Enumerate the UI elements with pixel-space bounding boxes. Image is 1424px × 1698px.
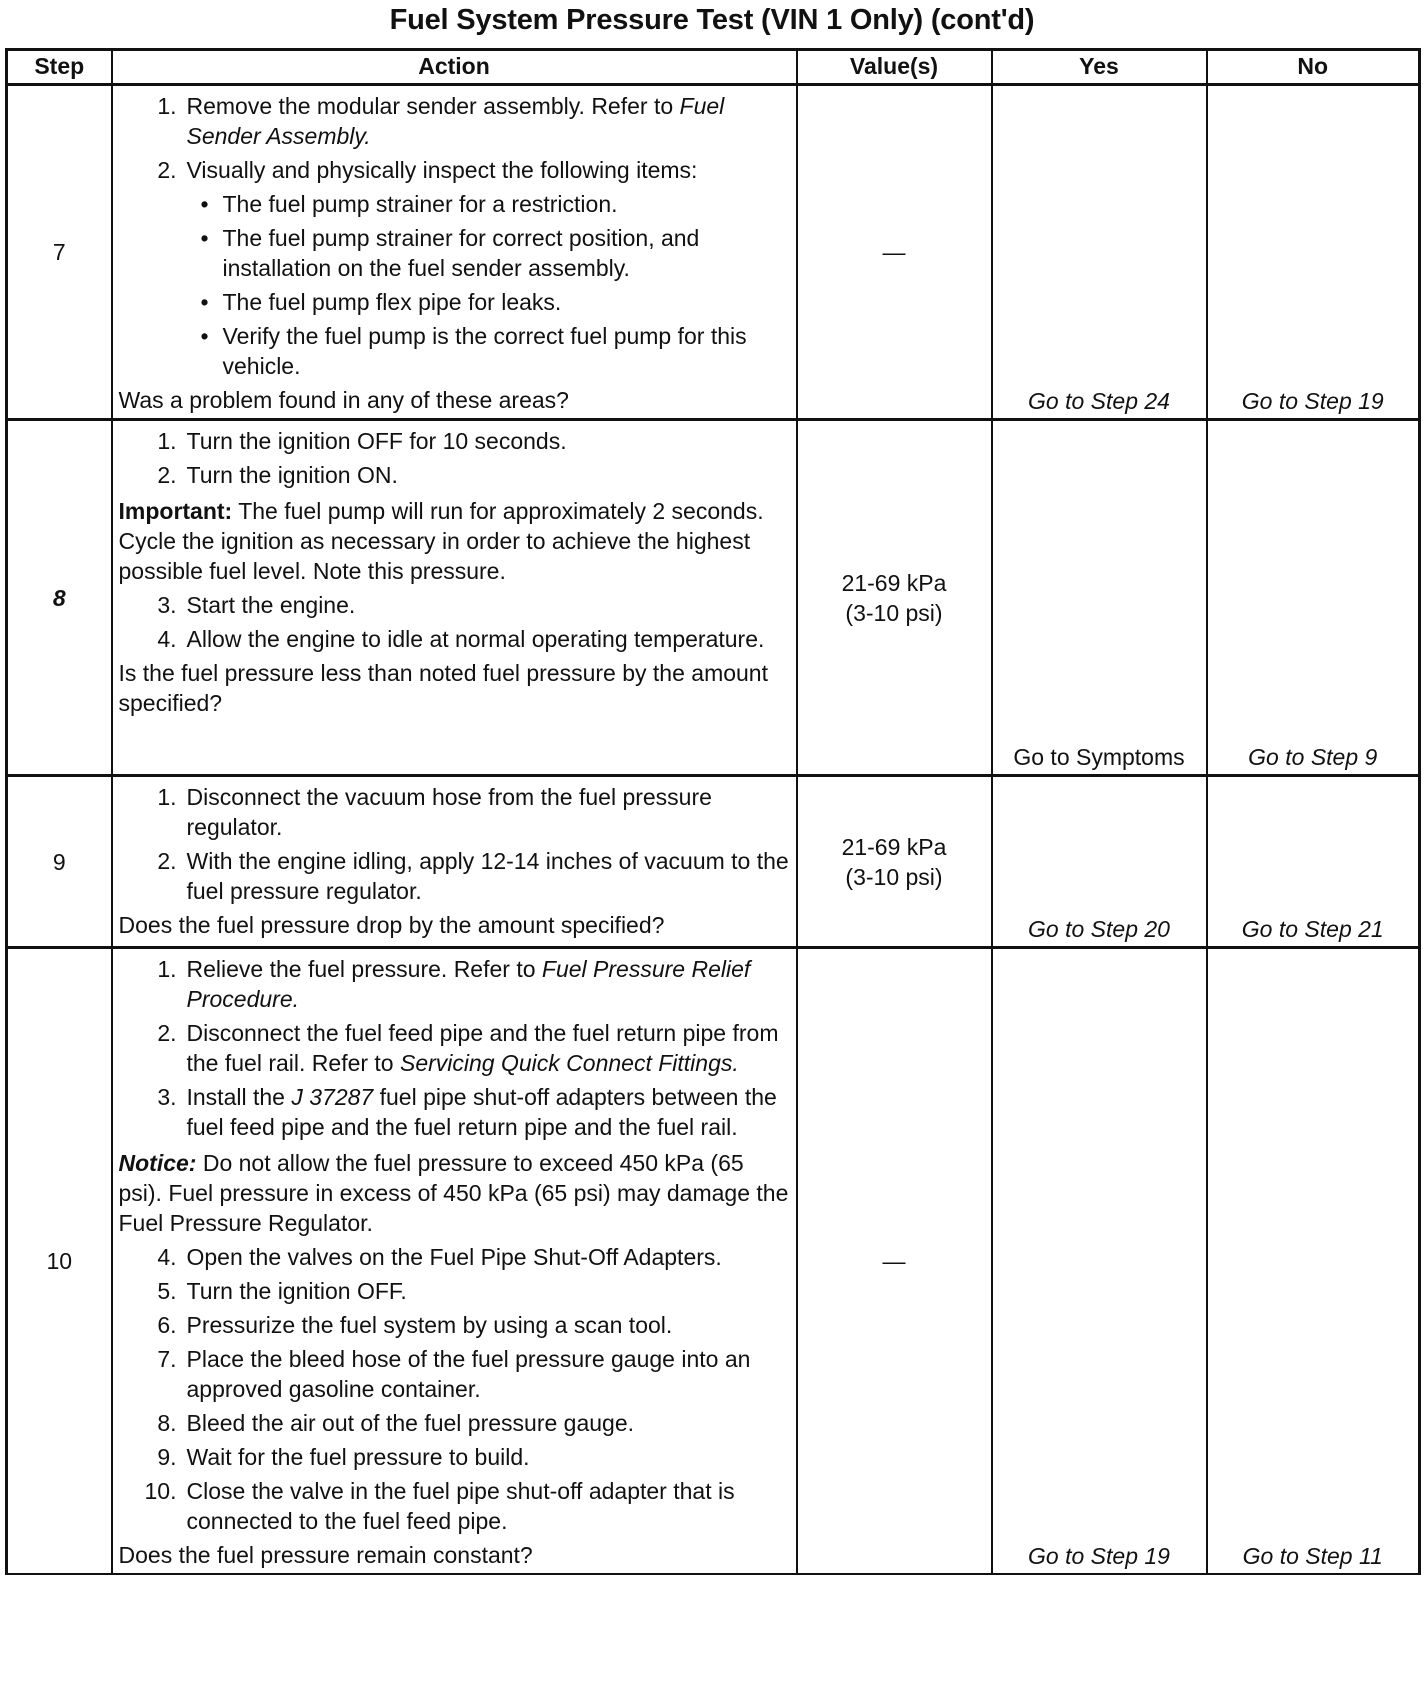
no-action: Go to Step 11 [1207, 948, 1420, 1575]
item-text: Allow the engine to idle at normal operating temperature. [186, 626, 765, 652]
step-number: 9 [7, 776, 112, 948]
list-item [119, 91, 790, 151]
value-cell: — [797, 948, 992, 1575]
bullet-item [119, 223, 790, 283]
list-item [119, 155, 790, 185]
bullet-icon: • [200, 289, 209, 315]
item-number: 2. [157, 462, 177, 488]
yes-action: Go to Step 19 [992, 948, 1207, 1575]
item-number: 2. [157, 157, 177, 183]
item-text: Open the valves on the Fuel Pipe Shut-Off Adapters. [186, 1244, 722, 1270]
item-text: Turn the ignition ON. [186, 462, 398, 488]
list-item [119, 1082, 790, 1142]
item-text: Remove the modular sender assembly. Refer to Fuel Sender Assembly. [186, 93, 725, 149]
value-psi: (3-10 psi) [845, 599, 943, 626]
bullet-icon: • [200, 225, 209, 251]
list-item [119, 590, 790, 620]
list-item [119, 1442, 790, 1472]
question-text: Is the fuel pressure less than noted fuel pressure by the amount specified? [118, 660, 768, 716]
bullet-text: Verify the fuel pump is the correct fuel pump for this vehicle. [222, 323, 747, 379]
bullet-item [119, 189, 790, 219]
item-number: 2. [157, 848, 177, 874]
step-number: 8 [7, 420, 112, 776]
item-number: 3. [157, 1084, 177, 1110]
item-number: 2. [157, 1020, 177, 1046]
yes-action: Go to Step 20 [992, 776, 1207, 948]
item-number: 4. [157, 1244, 177, 1270]
item-text: Turn the ignition OFF. [186, 1278, 407, 1304]
item-text: Wait for the fuel pressure to build. [186, 1444, 530, 1470]
action-cell [112, 420, 797, 776]
item-number: 4. [157, 626, 177, 652]
header-no: No [1207, 50, 1420, 85]
yes-action: Go to Symptoms [992, 420, 1207, 776]
list-item [119, 1476, 790, 1536]
item-text: Disconnect the vacuum hose from the fuel pressure regulator. [186, 784, 712, 840]
list-item [119, 1018, 790, 1078]
step-number: 7 [7, 85, 112, 420]
reference-link: Fuel Sender Assembly. [186, 93, 725, 149]
item-text: Turn the ignition OFF for 10 seconds. [186, 428, 567, 454]
action-cell [112, 85, 797, 420]
item-text: Pressurize the fuel system by using a scan tool. [186, 1312, 673, 1338]
item-number: 9. [157, 1444, 177, 1470]
reference-link: Fuel Pressure Relief Procedure. [186, 956, 751, 1012]
item-text: Install the J 37287 fuel pipe shut-off adapters between the fuel feed pipe and the fuel return pipe and the fuel rail. [186, 1084, 777, 1140]
tool-reference: J 37287 [291, 1084, 374, 1110]
header-values: Value(s) [797, 50, 992, 85]
notice-note: Notice: Do not allow the fuel pressure to exceed 450 kPa (65 psi). Fuel pressure in excess of 450 kPa (65 psi) may damage the Fuel Pressure Regulator. [118, 1150, 789, 1236]
header-row [7, 50, 1420, 85]
bullet-text: The fuel pump strainer for a restriction. [222, 191, 618, 217]
action-cell [112, 948, 797, 1575]
value-psi: (3-10 psi) [845, 863, 943, 890]
header-yes: Yes [992, 50, 1207, 85]
notice-label: Notice: [118, 1150, 197, 1176]
no-action: Go to Step 9 [1207, 420, 1420, 776]
item-number: 1. [157, 428, 177, 454]
list-item [119, 782, 790, 842]
list-item [119, 460, 790, 490]
value-cell [797, 776, 992, 948]
bullet-item [119, 321, 790, 381]
action-cell [112, 776, 797, 948]
important-label: Important: [118, 498, 233, 524]
header-action: Action [112, 50, 797, 85]
step-number: 10 [7, 948, 112, 1575]
header-step: Step [7, 50, 112, 85]
bullet-text: The fuel pump flex pipe for leaks. [222, 289, 562, 315]
list-item [119, 954, 790, 1014]
item-number: 1. [157, 93, 177, 119]
item-text: Visually and physically inspect the following items: [186, 157, 698, 183]
list-item [119, 1344, 790, 1404]
list-item [119, 426, 790, 456]
procedure-table [5, 48, 1421, 1575]
question-text: Does the fuel pressure drop by the amount specified? [118, 912, 665, 938]
item-number: 5. [157, 1278, 177, 1304]
value-cell [797, 420, 992, 776]
no-action: Go to Step 21 [1207, 776, 1420, 948]
no-action: Go to Step 19 [1207, 85, 1420, 420]
page-title: Fuel System Pressure Test (VIN 1 Only) (cont'd) [389, 4, 1035, 36]
list-item [119, 624, 790, 654]
table-row-step-7 [7, 85, 1420, 420]
question-text: Does the fuel pressure remain constant? [118, 1542, 533, 1568]
item-text: Disconnect the fuel feed pipe and the fuel return pipe from the fuel rail. Refer to Servicing Quick Connect Fittings. [186, 1020, 779, 1076]
list-item [119, 1408, 790, 1438]
item-text: With the engine idling, apply 12-14 inches of vacuum to the fuel pressure regulator. [186, 848, 789, 904]
item-number: 1. [157, 956, 177, 982]
question-text: Was a problem found in any of these areas? [118, 387, 569, 413]
item-number: 10. [144, 1478, 177, 1504]
item-text: Close the valve in the fuel pipe shut-off adapter that is connected to the fuel feed pipe. [186, 1478, 735, 1534]
item-text: Bleed the air out of the fuel pressure gauge. [186, 1410, 635, 1436]
bullet-icon: • [200, 323, 209, 349]
list-item [119, 1242, 790, 1272]
important-note: Important: The fuel pump will run for approximately 2 seconds. Cycle the ignition as necessary in order to achieve the highest possible fuel level. Note this pressure. [118, 498, 764, 584]
table-row-step-10 [7, 948, 1420, 1575]
item-text: Start the engine. [186, 592, 356, 618]
list-item [119, 1310, 790, 1340]
item-number: 3. [157, 592, 177, 618]
item-number: 6. [157, 1312, 177, 1338]
value-kpa: 21-69 kPa [841, 833, 947, 860]
bullet-icon: • [200, 191, 209, 217]
value-kpa: 21-69 kPa [841, 569, 947, 596]
item-number: 8. [157, 1410, 177, 1436]
item-text: Place the bleed hose of the fuel pressure gauge into an approved gasoline container. [186, 1346, 751, 1402]
yes-action: Go to Step 24 [992, 85, 1207, 420]
table-row-step-9 [7, 776, 1420, 948]
value-cell: — [797, 85, 992, 420]
table-row-step-8 [7, 420, 1420, 776]
bullet-text: The fuel pump strainer for correct position, and installation on the fuel sender assembly. [222, 225, 700, 281]
item-number: 7. [157, 1346, 177, 1372]
item-text: Relieve the fuel pressure. Refer to Fuel Pressure Relief Procedure. [186, 956, 751, 1012]
list-item [119, 1276, 790, 1306]
bullet-item [119, 287, 790, 317]
item-number: 1. [157, 784, 177, 810]
list-item [119, 846, 790, 906]
reference-link: Servicing Quick Connect Fittings. [400, 1050, 739, 1076]
